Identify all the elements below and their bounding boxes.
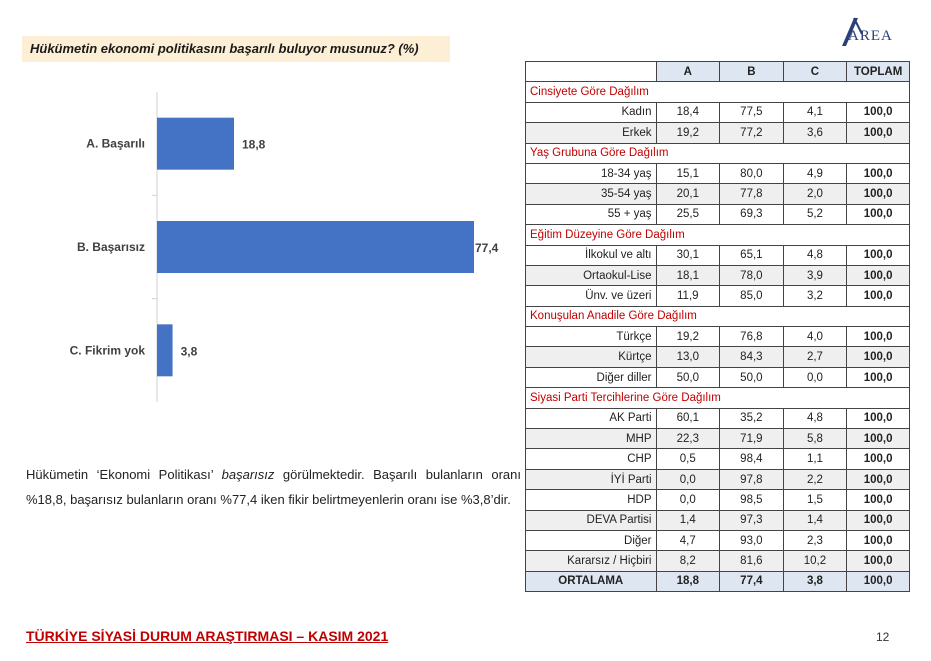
- bar: [157, 118, 234, 170]
- cell-total: 100,0: [847, 367, 910, 387]
- cell-a: 30,1: [656, 245, 720, 265]
- section-title: Cinsiyete Göre Dağılım: [526, 82, 910, 102]
- cell-total: 100,0: [847, 469, 910, 489]
- row-label: 35-54 yaş: [526, 184, 657, 204]
- cell-c: 4,9: [783, 163, 847, 183]
- cell-total: 100,0: [847, 265, 910, 285]
- cell-a: 50,0: [656, 367, 720, 387]
- cell-a: 60,1: [656, 408, 720, 428]
- table-row: [526, 286, 910, 306]
- cell-total: 100,0: [847, 490, 910, 510]
- cell-total: 100,0: [847, 429, 910, 449]
- cell-total: 100,0: [847, 286, 910, 306]
- section-header-row: [526, 388, 910, 408]
- section-header-row: [526, 143, 910, 163]
- cell-c: 5,8: [783, 429, 847, 449]
- cell-total: 100,0: [847, 163, 910, 183]
- cell-b: 98,5: [720, 490, 784, 510]
- table-row: [526, 429, 910, 449]
- section-title: Siyasi Parti Tercihlerine Göre Dağılım: [526, 388, 910, 408]
- cell-total: 100,0: [847, 327, 910, 347]
- cell-total: 100,0: [847, 551, 910, 571]
- cell-total: 100,0: [847, 204, 910, 224]
- row-label: MHP: [526, 429, 657, 449]
- row-label: İlkokul ve altı: [526, 245, 657, 265]
- cell-a: 22,3: [656, 429, 720, 449]
- cell-total: 100,0: [847, 184, 910, 204]
- cell-b: 77,8: [720, 184, 784, 204]
- cell-a: 20,1: [656, 184, 720, 204]
- cell-a: 1,4: [656, 510, 720, 530]
- cell-b: 80,0: [720, 163, 784, 183]
- cell-a: 18,1: [656, 265, 720, 285]
- table-row: [526, 530, 910, 550]
- summary-part-2: görülmektedir. Başarılı bulanların oranı %18,8, başarısız bulanların oranı %77,4 iken fikir belirtmeyenlerin oranı ise %3,8’dir.: [26, 467, 521, 507]
- value-label: 18,8: [241, 137, 266, 152]
- cell-a: 4,7: [656, 530, 720, 550]
- category-label: C. Fikrim yok: [69, 343, 145, 358]
- cell-b: 35,2: [720, 408, 784, 428]
- cell-total: 100,0: [847, 510, 910, 530]
- cell-c: 2,3: [783, 530, 847, 550]
- cell-a: 25,5: [656, 204, 720, 224]
- table-header-row: [526, 62, 910, 82]
- cell-total: 100,0: [847, 245, 910, 265]
- table-row: [526, 367, 910, 387]
- cell-b: 65,1: [720, 245, 784, 265]
- row-label: Ortaokul-Lise: [526, 265, 657, 285]
- question-title: Hükümetin ekonomi politikasını başarılı buluyor musunuz? (%): [22, 36, 450, 62]
- cell-b: 78,0: [720, 265, 784, 285]
- header-a: A: [656, 62, 720, 82]
- cell-c: 3,6: [783, 123, 847, 143]
- row-label: Kadın: [526, 102, 657, 122]
- summary-emphasis: başarısız: [221, 467, 275, 482]
- average-c: 3,8: [783, 571, 847, 591]
- cell-a: 15,1: [656, 163, 720, 183]
- bar: [157, 221, 474, 273]
- cell-b: 77,2: [720, 123, 784, 143]
- cell-a: 0,0: [656, 469, 720, 489]
- summary-text: [26, 462, 521, 512]
- cell-c: 0,0: [783, 367, 847, 387]
- section-header-row: [526, 82, 910, 102]
- cell-b: 93,0: [720, 530, 784, 550]
- header-total: TOPLAM: [847, 62, 910, 82]
- cell-b: 97,3: [720, 510, 784, 530]
- header-b: B: [720, 62, 784, 82]
- row-label: HDP: [526, 490, 657, 510]
- cell-a: 0,0: [656, 490, 720, 510]
- table-row: [526, 204, 910, 224]
- cell-c: 2,2: [783, 469, 847, 489]
- cell-c: 2,7: [783, 347, 847, 367]
- page-number: 12: [876, 630, 890, 644]
- cell-c: 3,2: [783, 286, 847, 306]
- value-label: 77,4: [475, 241, 499, 255]
- row-label: 55 + yaş: [526, 204, 657, 224]
- section-header-row: [526, 306, 910, 326]
- table-row: [526, 469, 910, 489]
- cell-total: 100,0: [847, 102, 910, 122]
- table-row: [526, 245, 910, 265]
- cell-b: 69,3: [720, 204, 784, 224]
- average-row: [526, 571, 910, 591]
- row-label: Kürtçe: [526, 347, 657, 367]
- footer-title: TÜRKİYE SİYASİ DURUM ARAŞTIRMASI – KASIM 2021: [26, 628, 389, 644]
- row-label: AK Parti: [526, 408, 657, 428]
- table-row: [526, 551, 910, 571]
- section-title: Yaş Grubuna Göre Dağılım: [526, 143, 910, 163]
- cell-total: 100,0: [847, 449, 910, 469]
- table-row: [526, 163, 910, 183]
- row-label: Ünv. ve üzeri: [526, 286, 657, 306]
- cell-c: 4,8: [783, 408, 847, 428]
- cell-b: 85,0: [720, 286, 784, 306]
- distribution-table: [525, 61, 910, 592]
- row-label: Kararsız / Hiçbiri: [526, 551, 657, 571]
- cell-a: 19,2: [656, 327, 720, 347]
- cell-a: 0,5: [656, 449, 720, 469]
- table-row: [526, 123, 910, 143]
- cell-b: 98,4: [720, 449, 784, 469]
- value-label: 3,8: [180, 344, 198, 359]
- average-label: ORTALAMA: [526, 571, 657, 591]
- cell-b: 84,3: [720, 347, 784, 367]
- cell-a: 13,0: [656, 347, 720, 367]
- category-label: A. Başarılı: [86, 136, 145, 151]
- table-row: [526, 510, 910, 530]
- table-row: [526, 184, 910, 204]
- average-b: 77,4: [720, 571, 784, 591]
- cell-a: 8,2: [656, 551, 720, 571]
- area-logo: [832, 14, 912, 50]
- row-label: CHP: [526, 449, 657, 469]
- distribution-table-body: [526, 82, 910, 592]
- cell-c: 4,8: [783, 245, 847, 265]
- average-a: 18,8: [656, 571, 720, 591]
- cell-c: 4,1: [783, 102, 847, 122]
- table-row: [526, 408, 910, 428]
- table-row: [526, 327, 910, 347]
- cell-b: 81,6: [720, 551, 784, 571]
- cell-total: 100,0: [847, 530, 910, 550]
- cell-b: 77,5: [720, 102, 784, 122]
- cell-c: 5,2: [783, 204, 847, 224]
- table-row: [526, 265, 910, 285]
- row-label: Diğer: [526, 530, 657, 550]
- bar: [157, 324, 173, 376]
- section-header-row: [526, 225, 910, 245]
- logo-text: AREA: [848, 28, 893, 44]
- cell-c: 3,9: [783, 265, 847, 285]
- cell-total: 100,0: [847, 408, 910, 428]
- cell-b: 71,9: [720, 429, 784, 449]
- row-label: Türkçe: [526, 327, 657, 347]
- table-row: [526, 102, 910, 122]
- bar-chart: [0, 80, 520, 410]
- cell-c: 1,1: [783, 449, 847, 469]
- cell-a: 19,2: [656, 123, 720, 143]
- cell-b: 76,8: [720, 327, 784, 347]
- row-label: DEVA Partisi: [526, 510, 657, 530]
- header-c: C: [783, 62, 847, 82]
- cell-c: 2,0: [783, 184, 847, 204]
- header-corner: [526, 62, 657, 82]
- table-row: [526, 449, 910, 469]
- cell-c: 1,4: [783, 510, 847, 530]
- table-row: [526, 347, 910, 367]
- cell-total: 100,0: [847, 347, 910, 367]
- cell-a: 18,4: [656, 102, 720, 122]
- section-title: Eğitim Düzeyine Göre Dağılım: [526, 225, 910, 245]
- row-label: Erkek: [526, 123, 657, 143]
- cell-c: 1,5: [783, 490, 847, 510]
- category-label: B. Başarısız: [76, 240, 145, 254]
- cell-c: 4,0: [783, 327, 847, 347]
- row-label: 18-34 yaş: [526, 163, 657, 183]
- cell-total: 100,0: [847, 123, 910, 143]
- summary-part-1: Hükümetin ‘Ekonomi Politikası’: [26, 467, 222, 482]
- cell-b: 97,8: [720, 469, 784, 489]
- cell-c: 10,2: [783, 551, 847, 571]
- cell-a: 11,9: [656, 286, 720, 306]
- section-title: Konuşulan Anadile Göre Dağılım: [526, 306, 910, 326]
- average-total: 100,0: [847, 571, 910, 591]
- row-label: Diğer diller: [526, 367, 657, 387]
- cell-b: 50,0: [720, 367, 784, 387]
- table-row: [526, 490, 910, 510]
- row-label: İYİ Parti: [526, 469, 657, 489]
